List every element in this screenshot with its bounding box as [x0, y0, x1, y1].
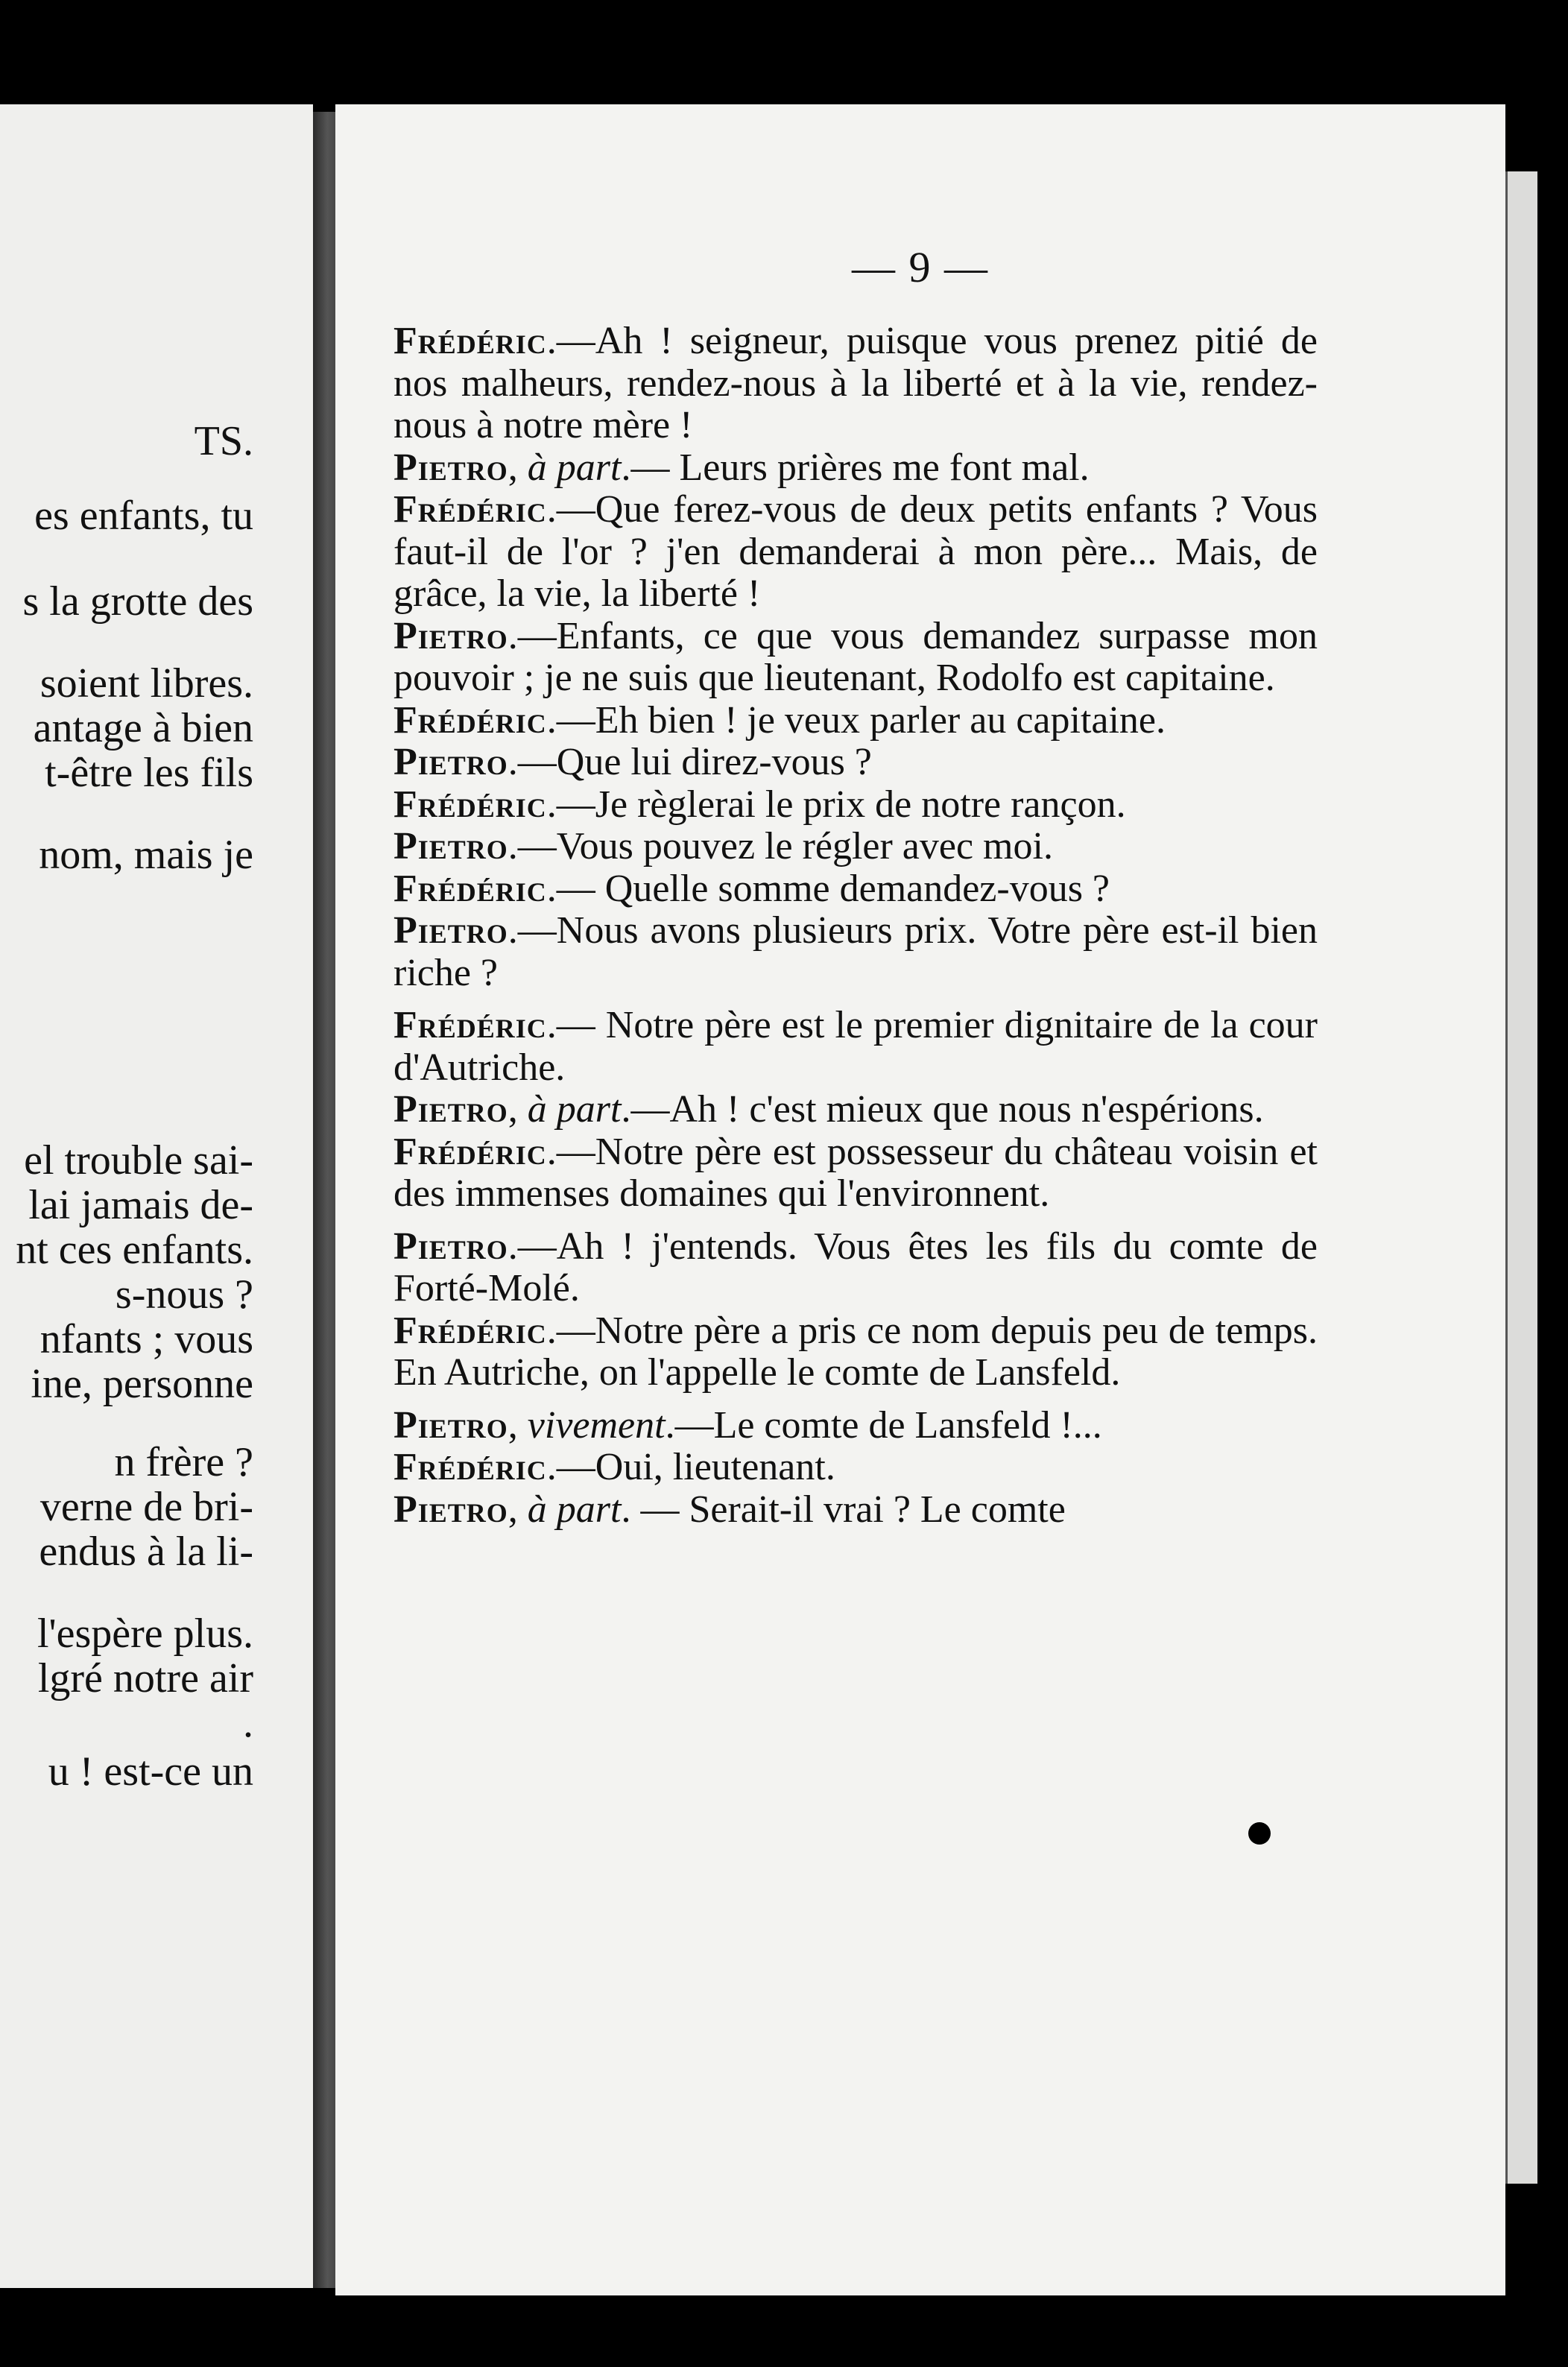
stage-direction: à part	[527, 1088, 622, 1131]
left-line: t-être les fils	[45, 750, 253, 796]
left-line: es enfants, tu	[34, 493, 253, 539]
speaker-name: Frédéric	[393, 488, 547, 531]
dialogue-line	[393, 868, 1318, 911]
dialogue-text	[393, 320, 1318, 1531]
left-line: TS.	[194, 418, 253, 464]
spoken-text: .—Ah ! seigneur, puisque vous prenez pitié de nos malheurs, rendez-nous à la liberté et à la vie, rendez-nous à notre mère !	[393, 320, 1318, 446]
speaker-name: Frédéric	[393, 1309, 547, 1352]
dialogue-line	[393, 742, 1318, 784]
speaker-name: Pietro	[393, 1088, 508, 1131]
dialogue-line	[393, 1226, 1318, 1310]
spoken-text: .— Quelle somme demandez-vous ?	[546, 867, 1110, 910]
spoken-text: . — Serait-il vrai ? Le comte	[621, 1488, 1066, 1531]
left-line: verne de bri-	[39, 1484, 253, 1530]
spoken-text: .—Notre père est possesseur du château voisin et des immenses domaines qui l'environnent.	[393, 1130, 1318, 1215]
left-line: nfants ; vous	[39, 1316, 253, 1362]
left-line: nom, mais je	[39, 832, 253, 878]
left-line: nt ces enfants.	[16, 1227, 253, 1273]
speaker-name: Frédéric	[393, 1130, 547, 1173]
dialogue-line	[393, 826, 1318, 868]
left-line: l'espère plus.	[37, 1611, 253, 1657]
dialogue-line	[393, 489, 1318, 616]
speaker-name: Pietro	[393, 741, 508, 783]
spoken-text: .— Leurs prières me font mal.	[621, 446, 1090, 489]
dialogue-line	[393, 1310, 1318, 1394]
speaker-name: Pietro	[393, 1488, 508, 1531]
spoken-text: .—Nous avons plusieurs prix. Votre père est-il bien riche ?	[393, 909, 1318, 994]
dialogue-line: Pietro, à part.— Leurs prières me font mal.	[393, 446, 1090, 489]
left-line: s la grotte des	[22, 578, 253, 625]
page-number: — 9 —	[852, 243, 989, 291]
spoken-text: .—Le comte de Lansfeld !...	[665, 1403, 1102, 1447]
left-facing-page	[0, 104, 313, 2288]
speaker-name: Pietro	[393, 1224, 508, 1268]
dialogue-line	[393, 910, 1318, 994]
stage-direction: vivement	[527, 1403, 666, 1447]
dialogue-line	[393, 320, 1318, 447]
dialogue-line: Pietro, à part.—Ah ! c'est mieux que nous n'espérions.	[393, 1088, 1264, 1131]
left-line: s-nous ?	[115, 1271, 253, 1318]
dialogue-line	[393, 1005, 1318, 1089]
spoken-text: .—Notre père a pris ce nom depuis peu de temps. En Autriche, on l'appelle le comte de Lansfeld.	[393, 1309, 1318, 1394]
dialogue-line	[393, 1447, 1318, 1489]
left-line: .	[243, 1700, 253, 1746]
dialogue-line	[393, 616, 1318, 700]
left-line: el trouble sai-	[24, 1137, 253, 1184]
speaker-name: Frédéric	[393, 1446, 547, 1488]
right-page	[335, 104, 1505, 2295]
speaker-name: Frédéric	[393, 320, 547, 362]
speaker-name: Pietro	[393, 909, 508, 952]
spoken-text: .—Je règlerai le prix de notre rançon.	[546, 783, 1126, 826]
ink-dot	[1248, 1822, 1271, 1845]
speaker-name: Pietro	[393, 1403, 508, 1447]
left-line: n frère ?	[114, 1439, 253, 1485]
spoken-text: .—Oui, lieutenant.	[546, 1446, 835, 1488]
speaker-name: Pietro	[393, 446, 508, 489]
left-line: ine, personne	[31, 1361, 253, 1407]
spoken-text: .—Ah ! j'entends. Vous êtes les fils du comte de Forté-Molé.	[393, 1224, 1318, 1309]
stage-direction: à part	[527, 446, 622, 489]
speaker-name: Pietro	[393, 614, 508, 657]
speaker-name: Frédéric	[393, 867, 547, 910]
left-line: antage à bien	[33, 705, 253, 751]
speaker-name: Frédéric	[393, 1004, 547, 1046]
speaker-name: Frédéric	[393, 783, 547, 826]
spoken-text: .—Que ferez-vous de deux petits enfants ? Vous faut-il de l'or ? j'en demanderai à mon père... Mais, de grâce, la vie, la liberté !	[393, 488, 1318, 615]
dialogue-line	[393, 1131, 1318, 1216]
speaker-name: Frédéric	[393, 698, 547, 742]
spoken-text: .—Eh bien ! je veux parler au capitaine.	[546, 698, 1166, 742]
spoken-text: .—Ah ! c'est mieux que nous n'espérions.	[621, 1088, 1264, 1131]
dialogue-line	[393, 700, 1318, 742]
spoken-text: .— Notre père est le premier dignitaire de la cour d'Autriche.	[393, 1004, 1318, 1089]
speaker-name: Pietro	[393, 825, 508, 868]
stage-direction: à part	[527, 1488, 622, 1531]
spoken-text: .—Vous pouvez le régler avec moi.	[508, 825, 1053, 868]
left-line: endus à la li-	[39, 1529, 253, 1575]
left-line: u ! est-ce un	[48, 1748, 253, 1795]
dialogue-line: Pietro, vivement.—Le comte de Lansfeld !...	[393, 1403, 1102, 1447]
left-line: soient libres.	[39, 660, 253, 707]
dialogue-line: Pietro, à part. — Serait-il vrai ? Le comte	[393, 1488, 1066, 1531]
spoken-text: .—Que lui direz-vous ?	[508, 741, 872, 783]
left-line: lai jamais de-	[28, 1182, 253, 1228]
spoken-text: .—Enfants, ce que vous demandez surpasse mon pouvoir ; je ne suis que lieutenant, Rodolfo est capitaine.	[393, 614, 1318, 699]
dialogue-line	[393, 784, 1318, 827]
left-line: lgré notre air	[37, 1655, 253, 1701]
page-edge	[1505, 171, 1537, 2184]
